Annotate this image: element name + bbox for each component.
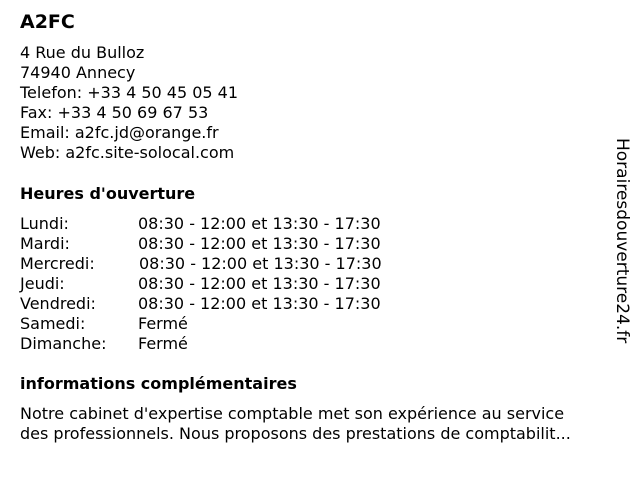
day-label: Mercredi: (20, 254, 95, 273)
site-watermark (594, 138, 640, 344)
day-hours: 08:30 - 12:00 et 13:30 - 17:30 (139, 254, 382, 273)
website-address: Web: a2fc.site-solocal.com (20, 143, 235, 162)
day-hours: 08:30 - 12:00 et 13:30 - 17:30 (138, 214, 381, 233)
day-hours: 08:30 - 12:00 et 13:30 - 17:30 (138, 274, 381, 293)
email-address: Email: a2fc.jd@orange.fr (20, 123, 219, 142)
contact-block (20, 43, 238, 163)
business-name: A2FC (20, 11, 75, 33)
watermark-text: Horairesdouverture24.fr (612, 138, 632, 344)
phone-number: Telefon: +33 4 50 45 05 41 (20, 83, 239, 102)
fax-number: Fax: +33 4 50 69 67 53 (20, 103, 209, 122)
day-hours: 08:30 - 12:00 et 13:30 - 17:30 (138, 234, 381, 253)
address-city: 74940 Annecy (20, 63, 136, 82)
day-label: Jeudi: (20, 274, 65, 293)
description-line: des professionnels. Nous proposons des prestations de comptabilit... (20, 424, 571, 443)
opening-hours-heading: Heures d'ouverture (20, 184, 196, 203)
additional-info-heading: informations complémentaires (20, 374, 297, 393)
day-label: Dimanche: (20, 334, 107, 353)
day-hours: Fermé (138, 314, 188, 333)
day-hours: 08:30 - 12:00 et 13:30 - 17:30 (138, 294, 381, 313)
description-line: Notre cabinet d'expertise comptable met son expérience au service (20, 404, 565, 423)
day-hours: Fermé (138, 334, 188, 353)
day-label: Vendredi: (20, 294, 96, 313)
day-label: Samedi: (20, 314, 86, 333)
business-description (20, 404, 571, 444)
address-street: 4 Rue du Bulloz (20, 43, 145, 62)
day-label: Lundi: (20, 214, 69, 233)
day-label: Mardi: (20, 234, 70, 253)
